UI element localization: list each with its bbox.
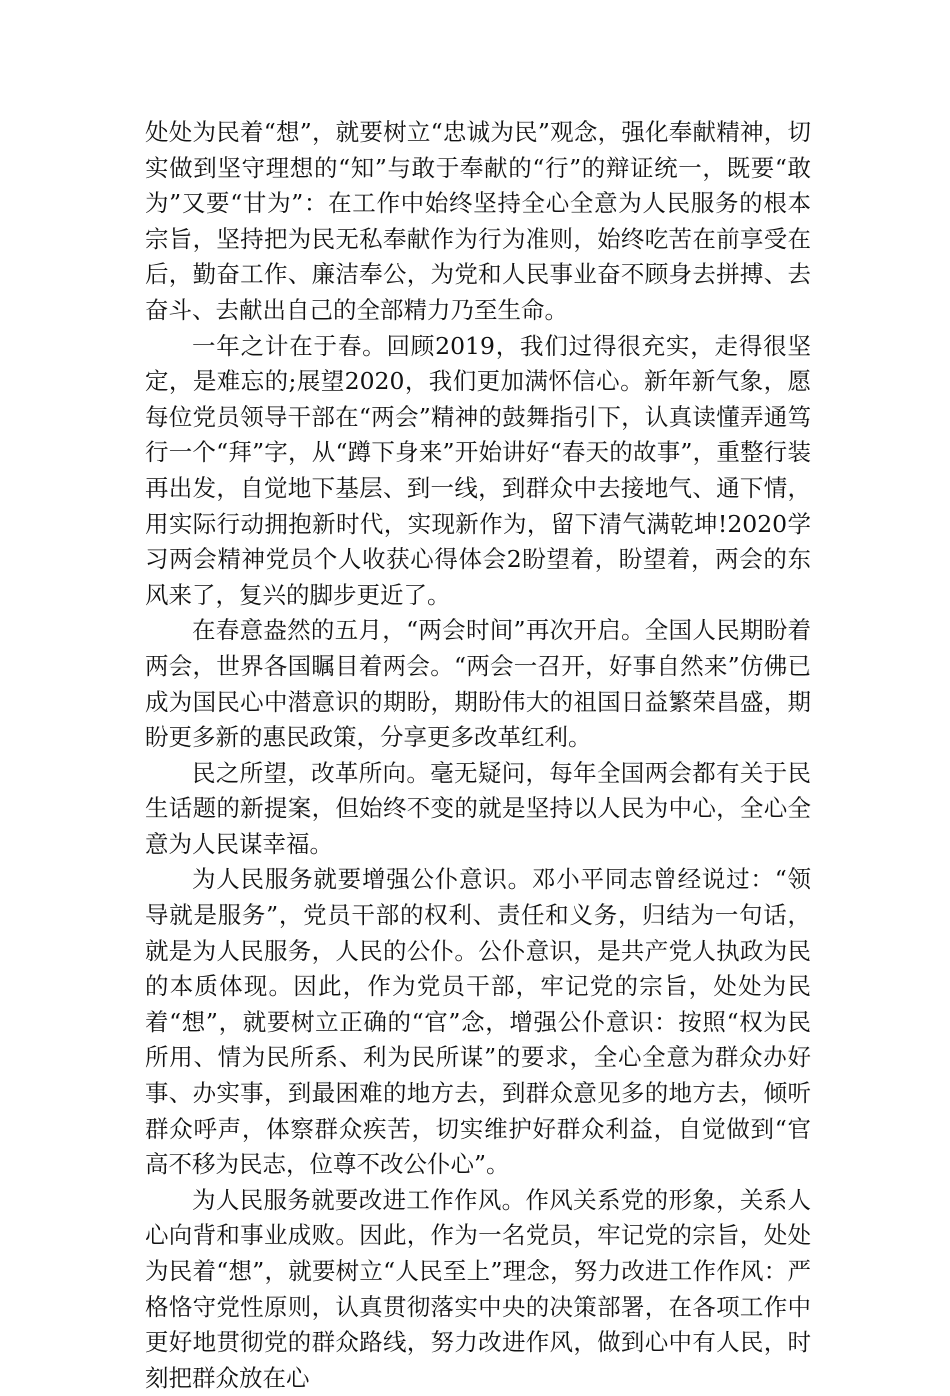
paragraph-4: 民之所望，改革所向。毫无疑问，每年全国两会都有关于民生话题的新提案，但始终不变的就是坚持以人民为中心，全心全意为人民谋幸福。 [145,758,811,858]
paragraph-6: 为人民服务就要改进工作作风。作风关系党的形象，关系人心向背和事业成败。因此，作为一名党员，牢记党的宗旨，处处为民着“想”，就要树立“人民至上”理念，努力改进工作作风：严格恪守党性原则，认真贯彻落实中央的决策部署，在各项工作中更好地贯彻党的群众路线，努力改进作风，做到心中有人民，时刻把群众放在心 [145,1185,811,1392]
paragraph-5: 为人民服务就要增强公仆意识。邓小平同志曾经说过：“领导就是服务”，党员干部的权利、责任和义务，归结为一句话，就是为人民服务，人民的公仆。公仆意识，是共产党人执政为民的本质体现。因此，作为党员干部，牢记党的宗旨，处处为民着“想”，就要树立正确的“官”念，增强公仆意识：按照“权为民所用、情为民所系、利为民所谋”的要求，全心全意为群众办好事、办实事，到最困难的地方去，到群众意见多的地方去，倾听群众呼声，体察群众疾苦，切实维护好群众利益，自觉做到“官高不移为民志，位尊不改公仆心”。 [145,865,811,1179]
paragraph-1: 处处为民着“想”，就要树立“忠诚为民”观念，强化奉献精神，切实做到坚守理想的“知”与敢于奉献的“行”的辩证统一，既要“敢为”又要“甘为”：在工作中始终坚持全心全意为人民服务的根本宗旨，坚持把为民无私奉献作为行为准则，始终吃苦在前享受在后，勤奋工作、廉洁奉公，为党和人民事业奋不顾身去拼搏、去奋斗、去献出自己的全部精力乃至生命。 [145,118,811,324]
paragraph-3: 在春意盎然的五月，“两会时间”再次开启。全国人民期盼着两会，世界各国瞩目着两会。“两会一召开，好事自然来”仿佛已成为国民心中潜意识的期盼，期盼伟大的祖国日益繁荣昌盛，期盼更多新的惠民政策，分享更多改革红利。 [145,616,811,752]
document-body [145,115,811,1396]
paragraph-2: 一年之计在于春。回顾2019，我们过得很充实，走得很坚定，是难忘的;展望2020，我们更加满怀信心。新年新气象，愿每位党员领导干部在“两会”精神的鼓舞指引下，认真读懂弄通笃行一个“拜”字，从“蹲下身来”开始讲好“春天的故事”，重整行装再出发，自觉地下基层、到一线，到群众中去接地气、通下情，用实际行动拥抱新时代，实现新作为，留下清气满乾坤!2020学习两会精神党员个人收获心得体会2盼望着，盼望着，两会的东风来了，复兴的脚步更近了。 [145,331,811,609]
